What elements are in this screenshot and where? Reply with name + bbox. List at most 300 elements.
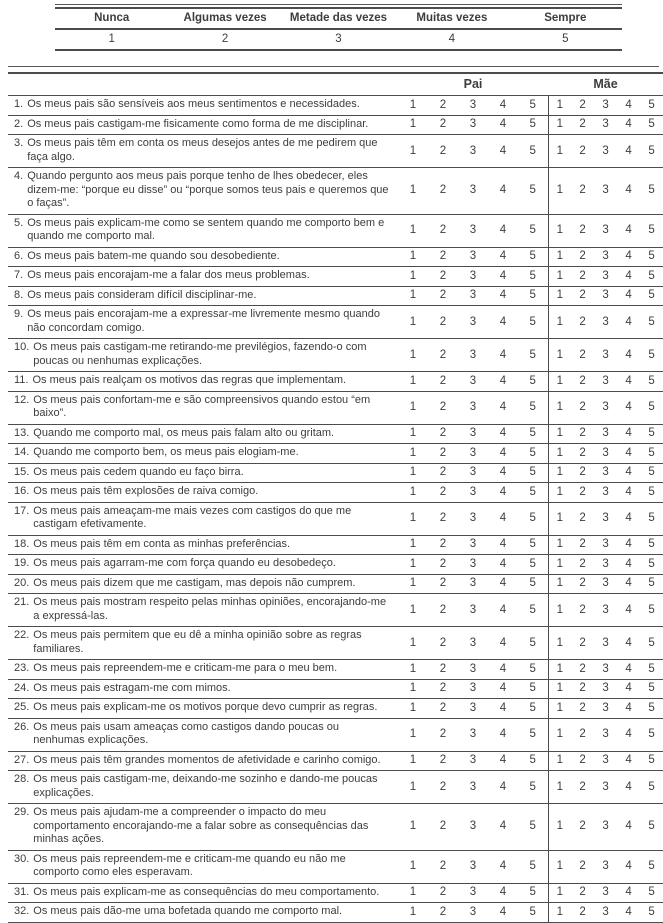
rating-option-mae-3[interactable]: 3 bbox=[594, 771, 617, 804]
rating-option-pai-4[interactable]: 4 bbox=[488, 535, 518, 555]
rating-option-pai-1[interactable]: 1 bbox=[398, 424, 428, 444]
rating-option-mae-1[interactable]: 1 bbox=[548, 883, 571, 903]
rating-option-mae-1[interactable]: 1 bbox=[548, 660, 571, 680]
rating-option-mae-1[interactable]: 1 bbox=[548, 247, 571, 267]
rating-option-pai-4[interactable]: 4 bbox=[488, 391, 518, 424]
rating-option-mae-2[interactable]: 2 bbox=[571, 751, 594, 771]
rating-option-pai-3[interactable]: 3 bbox=[458, 115, 488, 135]
rating-option-mae-3[interactable]: 3 bbox=[594, 535, 617, 555]
rating-option-pai-5[interactable]: 5 bbox=[518, 903, 548, 923]
rating-option-mae-5[interactable]: 5 bbox=[640, 679, 663, 699]
rating-option-pai-5[interactable]: 5 bbox=[518, 247, 548, 267]
rating-option-mae-3[interactable]: 3 bbox=[594, 286, 617, 306]
rating-option-mae-4[interactable]: 4 bbox=[617, 339, 640, 372]
rating-option-pai-5[interactable]: 5 bbox=[518, 444, 548, 464]
rating-option-pai-4[interactable]: 4 bbox=[488, 594, 518, 627]
rating-option-mae-5[interactable]: 5 bbox=[640, 214, 663, 247]
rating-option-pai-4[interactable]: 4 bbox=[488, 372, 518, 392]
rating-option-mae-4[interactable]: 4 bbox=[617, 483, 640, 503]
rating-option-mae-2[interactable]: 2 bbox=[571, 372, 594, 392]
rating-option-mae-4[interactable]: 4 bbox=[617, 771, 640, 804]
rating-option-mae-5[interactable]: 5 bbox=[640, 168, 663, 215]
rating-option-pai-4[interactable]: 4 bbox=[488, 444, 518, 464]
rating-option-mae-3[interactable]: 3 bbox=[594, 444, 617, 464]
rating-option-mae-1[interactable]: 1 bbox=[548, 214, 571, 247]
rating-option-pai-1[interactable]: 1 bbox=[398, 850, 428, 883]
rating-option-pai-2[interactable]: 2 bbox=[428, 424, 458, 444]
rating-option-pai-4[interactable]: 4 bbox=[488, 463, 518, 483]
rating-option-pai-5[interactable]: 5 bbox=[518, 372, 548, 392]
rating-option-mae-1[interactable]: 1 bbox=[548, 115, 571, 135]
rating-option-pai-3[interactable]: 3 bbox=[458, 339, 488, 372]
rating-option-pai-1[interactable]: 1 bbox=[398, 699, 428, 719]
rating-option-mae-1[interactable]: 1 bbox=[548, 135, 571, 168]
rating-option-pai-4[interactable]: 4 bbox=[488, 286, 518, 306]
rating-option-pai-1[interactable]: 1 bbox=[398, 627, 428, 660]
rating-option-pai-2[interactable]: 2 bbox=[428, 751, 458, 771]
rating-option-pai-2[interactable]: 2 bbox=[428, 168, 458, 215]
rating-option-pai-3[interactable]: 3 bbox=[458, 444, 488, 464]
rating-option-pai-4[interactable]: 4 bbox=[488, 771, 518, 804]
rating-option-mae-5[interactable]: 5 bbox=[640, 718, 663, 751]
rating-option-pai-5[interactable]: 5 bbox=[518, 679, 548, 699]
rating-option-mae-5[interactable]: 5 bbox=[640, 115, 663, 135]
rating-option-mae-3[interactable]: 3 bbox=[594, 424, 617, 444]
rating-option-pai-1[interactable]: 1 bbox=[398, 555, 428, 575]
rating-option-mae-2[interactable]: 2 bbox=[571, 535, 594, 555]
rating-option-mae-2[interactable]: 2 bbox=[571, 804, 594, 851]
rating-option-mae-2[interactable]: 2 bbox=[571, 555, 594, 575]
rating-option-mae-3[interactable]: 3 bbox=[594, 339, 617, 372]
rating-option-mae-5[interactable]: 5 bbox=[640, 391, 663, 424]
rating-option-mae-1[interactable]: 1 bbox=[548, 372, 571, 392]
rating-option-mae-4[interactable]: 4 bbox=[617, 247, 640, 267]
rating-option-mae-2[interactable]: 2 bbox=[571, 660, 594, 680]
rating-option-pai-4[interactable]: 4 bbox=[488, 483, 518, 503]
rating-option-mae-2[interactable]: 2 bbox=[571, 718, 594, 751]
rating-option-pai-4[interactable]: 4 bbox=[488, 627, 518, 660]
rating-option-pai-1[interactable]: 1 bbox=[398, 339, 428, 372]
rating-option-pai-5[interactable]: 5 bbox=[518, 883, 548, 903]
rating-option-pai-1[interactable]: 1 bbox=[398, 718, 428, 751]
rating-option-pai-5[interactable]: 5 bbox=[518, 463, 548, 483]
rating-option-pai-1[interactable]: 1 bbox=[398, 463, 428, 483]
rating-option-pai-2[interactable]: 2 bbox=[428, 660, 458, 680]
rating-option-mae-1[interactable]: 1 bbox=[548, 391, 571, 424]
rating-option-pai-3[interactable]: 3 bbox=[458, 660, 488, 680]
rating-option-mae-4[interactable]: 4 bbox=[617, 502, 640, 535]
rating-option-pai-2[interactable]: 2 bbox=[428, 903, 458, 923]
rating-option-pai-1[interactable]: 1 bbox=[398, 391, 428, 424]
rating-option-mae-5[interactable]: 5 bbox=[640, 903, 663, 923]
rating-option-pai-1[interactable]: 1 bbox=[398, 96, 428, 116]
rating-option-mae-5[interactable]: 5 bbox=[640, 286, 663, 306]
rating-option-mae-1[interactable]: 1 bbox=[548, 306, 571, 339]
rating-option-mae-1[interactable]: 1 bbox=[548, 751, 571, 771]
rating-option-pai-4[interactable]: 4 bbox=[488, 718, 518, 751]
rating-option-pai-1[interactable]: 1 bbox=[398, 135, 428, 168]
rating-option-mae-3[interactable]: 3 bbox=[594, 214, 617, 247]
rating-option-pai-5[interactable]: 5 bbox=[518, 115, 548, 135]
rating-option-pai-2[interactable]: 2 bbox=[428, 247, 458, 267]
rating-option-pai-2[interactable]: 2 bbox=[428, 135, 458, 168]
rating-option-pai-2[interactable]: 2 bbox=[428, 679, 458, 699]
rating-option-pai-1[interactable]: 1 bbox=[398, 483, 428, 503]
rating-option-mae-2[interactable]: 2 bbox=[571, 574, 594, 594]
rating-option-mae-2[interactable]: 2 bbox=[571, 627, 594, 660]
rating-option-pai-5[interactable]: 5 bbox=[518, 168, 548, 215]
rating-option-pai-3[interactable]: 3 bbox=[458, 804, 488, 851]
rating-option-pai-3[interactable]: 3 bbox=[458, 306, 488, 339]
rating-option-pai-1[interactable]: 1 bbox=[398, 535, 428, 555]
rating-option-pai-4[interactable]: 4 bbox=[488, 115, 518, 135]
rating-option-pai-3[interactable]: 3 bbox=[458, 424, 488, 444]
rating-option-pai-5[interactable]: 5 bbox=[518, 214, 548, 247]
rating-option-mae-2[interactable]: 2 bbox=[571, 247, 594, 267]
rating-option-mae-1[interactable]: 1 bbox=[548, 286, 571, 306]
rating-option-pai-1[interactable]: 1 bbox=[398, 883, 428, 903]
rating-option-pai-2[interactable]: 2 bbox=[428, 535, 458, 555]
rating-option-mae-3[interactable]: 3 bbox=[594, 483, 617, 503]
rating-option-mae-5[interactable]: 5 bbox=[640, 627, 663, 660]
rating-option-mae-4[interactable]: 4 bbox=[617, 903, 640, 923]
rating-option-mae-2[interactable]: 2 bbox=[571, 483, 594, 503]
rating-option-pai-2[interactable]: 2 bbox=[428, 391, 458, 424]
rating-option-pai-3[interactable]: 3 bbox=[458, 247, 488, 267]
rating-option-mae-4[interactable]: 4 bbox=[617, 267, 640, 287]
rating-option-pai-4[interactable]: 4 bbox=[488, 699, 518, 719]
rating-option-pai-1[interactable]: 1 bbox=[398, 444, 428, 464]
rating-option-pai-1[interactable]: 1 bbox=[398, 594, 428, 627]
rating-option-pai-4[interactable]: 4 bbox=[488, 339, 518, 372]
rating-option-pai-2[interactable]: 2 bbox=[428, 372, 458, 392]
rating-option-pai-5[interactable]: 5 bbox=[518, 267, 548, 287]
rating-option-mae-3[interactable]: 3 bbox=[594, 679, 617, 699]
rating-option-mae-4[interactable]: 4 bbox=[617, 718, 640, 751]
rating-option-pai-2[interactable]: 2 bbox=[428, 502, 458, 535]
rating-option-mae-4[interactable]: 4 bbox=[617, 627, 640, 660]
rating-option-pai-2[interactable]: 2 bbox=[428, 115, 458, 135]
rating-option-pai-3[interactable]: 3 bbox=[458, 574, 488, 594]
rating-option-mae-5[interactable]: 5 bbox=[640, 699, 663, 719]
rating-option-mae-3[interactable]: 3 bbox=[594, 627, 617, 660]
rating-option-mae-5[interactable]: 5 bbox=[640, 247, 663, 267]
rating-option-pai-1[interactable]: 1 bbox=[398, 306, 428, 339]
rating-option-mae-5[interactable]: 5 bbox=[640, 339, 663, 372]
rating-option-pai-2[interactable]: 2 bbox=[428, 339, 458, 372]
rating-option-pai-2[interactable]: 2 bbox=[428, 883, 458, 903]
rating-option-mae-2[interactable]: 2 bbox=[571, 391, 594, 424]
rating-option-pai-5[interactable]: 5 bbox=[518, 424, 548, 444]
rating-option-mae-3[interactable]: 3 bbox=[594, 903, 617, 923]
rating-option-mae-5[interactable]: 5 bbox=[640, 463, 663, 483]
rating-option-mae-4[interactable]: 4 bbox=[617, 96, 640, 116]
rating-option-pai-5[interactable]: 5 bbox=[518, 555, 548, 575]
rating-option-mae-4[interactable]: 4 bbox=[617, 555, 640, 575]
rating-option-pai-4[interactable]: 4 bbox=[488, 502, 518, 535]
rating-option-pai-3[interactable]: 3 bbox=[458, 718, 488, 751]
rating-option-mae-1[interactable]: 1 bbox=[548, 627, 571, 660]
rating-option-pai-1[interactable]: 1 bbox=[398, 115, 428, 135]
rating-option-mae-5[interactable]: 5 bbox=[640, 574, 663, 594]
rating-option-pai-3[interactable]: 3 bbox=[458, 96, 488, 116]
rating-option-mae-4[interactable]: 4 bbox=[617, 286, 640, 306]
rating-option-mae-2[interactable]: 2 bbox=[571, 339, 594, 372]
rating-option-mae-3[interactable]: 3 bbox=[594, 502, 617, 535]
rating-option-mae-1[interactable]: 1 bbox=[548, 424, 571, 444]
rating-option-pai-2[interactable]: 2 bbox=[428, 306, 458, 339]
rating-option-mae-2[interactable]: 2 bbox=[571, 594, 594, 627]
rating-option-pai-3[interactable]: 3 bbox=[458, 286, 488, 306]
rating-option-pai-3[interactable]: 3 bbox=[458, 267, 488, 287]
rating-option-pai-5[interactable]: 5 bbox=[518, 391, 548, 424]
rating-option-pai-3[interactable]: 3 bbox=[458, 483, 488, 503]
rating-option-pai-3[interactable]: 3 bbox=[458, 627, 488, 660]
rating-option-mae-2[interactable]: 2 bbox=[571, 699, 594, 719]
rating-option-pai-4[interactable]: 4 bbox=[488, 306, 518, 339]
rating-option-pai-5[interactable]: 5 bbox=[518, 771, 548, 804]
rating-option-pai-1[interactable]: 1 bbox=[398, 214, 428, 247]
rating-option-mae-5[interactable]: 5 bbox=[640, 535, 663, 555]
rating-option-pai-1[interactable]: 1 bbox=[398, 660, 428, 680]
rating-option-mae-3[interactable]: 3 bbox=[594, 267, 617, 287]
rating-option-pai-3[interactable]: 3 bbox=[458, 771, 488, 804]
rating-option-mae-4[interactable]: 4 bbox=[617, 751, 640, 771]
rating-option-pai-3[interactable]: 3 bbox=[458, 372, 488, 392]
rating-option-mae-2[interactable]: 2 bbox=[571, 903, 594, 923]
rating-option-mae-3[interactable]: 3 bbox=[594, 850, 617, 883]
rating-option-mae-5[interactable]: 5 bbox=[640, 804, 663, 851]
rating-option-pai-2[interactable]: 2 bbox=[428, 267, 458, 287]
rating-option-mae-1[interactable]: 1 bbox=[548, 463, 571, 483]
rating-option-pai-4[interactable]: 4 bbox=[488, 751, 518, 771]
rating-option-mae-5[interactable]: 5 bbox=[640, 850, 663, 883]
rating-option-pai-2[interactable]: 2 bbox=[428, 574, 458, 594]
rating-option-mae-4[interactable]: 4 bbox=[617, 168, 640, 215]
rating-option-mae-4[interactable]: 4 bbox=[617, 115, 640, 135]
rating-option-pai-3[interactable]: 3 bbox=[458, 502, 488, 535]
rating-option-pai-2[interactable]: 2 bbox=[428, 627, 458, 660]
rating-option-mae-1[interactable]: 1 bbox=[548, 771, 571, 804]
rating-option-pai-2[interactable]: 2 bbox=[428, 699, 458, 719]
rating-option-pai-4[interactable]: 4 bbox=[488, 850, 518, 883]
rating-option-mae-2[interactable]: 2 bbox=[571, 679, 594, 699]
rating-option-pai-2[interactable]: 2 bbox=[428, 483, 458, 503]
rating-option-pai-2[interactable]: 2 bbox=[428, 850, 458, 883]
rating-option-mae-2[interactable]: 2 bbox=[571, 135, 594, 168]
rating-option-pai-5[interactable]: 5 bbox=[518, 483, 548, 503]
rating-option-pai-2[interactable]: 2 bbox=[428, 463, 458, 483]
rating-option-pai-2[interactable]: 2 bbox=[428, 555, 458, 575]
rating-option-mae-1[interactable]: 1 bbox=[548, 804, 571, 851]
rating-option-mae-2[interactable]: 2 bbox=[571, 502, 594, 535]
rating-option-pai-1[interactable]: 1 bbox=[398, 502, 428, 535]
rating-option-mae-5[interactable]: 5 bbox=[640, 883, 663, 903]
rating-option-mae-5[interactable]: 5 bbox=[640, 555, 663, 575]
rating-option-mae-5[interactable]: 5 bbox=[640, 751, 663, 771]
rating-option-pai-5[interactable]: 5 bbox=[518, 502, 548, 535]
rating-option-pai-4[interactable]: 4 bbox=[488, 660, 518, 680]
rating-option-pai-5[interactable]: 5 bbox=[518, 718, 548, 751]
rating-option-pai-4[interactable]: 4 bbox=[488, 424, 518, 444]
rating-option-pai-4[interactable]: 4 bbox=[488, 267, 518, 287]
rating-option-mae-2[interactable]: 2 bbox=[571, 444, 594, 464]
rating-option-pai-5[interactable]: 5 bbox=[518, 339, 548, 372]
rating-option-mae-4[interactable]: 4 bbox=[617, 463, 640, 483]
rating-option-mae-2[interactable]: 2 bbox=[571, 850, 594, 883]
rating-option-pai-4[interactable]: 4 bbox=[488, 247, 518, 267]
rating-option-pai-4[interactable]: 4 bbox=[488, 214, 518, 247]
rating-option-mae-1[interactable]: 1 bbox=[548, 679, 571, 699]
rating-option-pai-5[interactable]: 5 bbox=[518, 96, 548, 116]
rating-option-pai-2[interactable]: 2 bbox=[428, 286, 458, 306]
rating-option-mae-3[interactable]: 3 bbox=[594, 463, 617, 483]
rating-option-mae-1[interactable]: 1 bbox=[548, 850, 571, 883]
rating-option-pai-3[interactable]: 3 bbox=[458, 699, 488, 719]
rating-option-mae-3[interactable]: 3 bbox=[594, 372, 617, 392]
rating-option-mae-1[interactable]: 1 bbox=[548, 574, 571, 594]
rating-option-mae-5[interactable]: 5 bbox=[640, 594, 663, 627]
rating-option-mae-4[interactable]: 4 bbox=[617, 660, 640, 680]
rating-option-pai-1[interactable]: 1 bbox=[398, 903, 428, 923]
rating-option-mae-4[interactable]: 4 bbox=[617, 679, 640, 699]
rating-option-pai-5[interactable]: 5 bbox=[518, 574, 548, 594]
rating-option-mae-2[interactable]: 2 bbox=[571, 286, 594, 306]
rating-option-mae-4[interactable]: 4 bbox=[617, 883, 640, 903]
rating-option-mae-4[interactable]: 4 bbox=[617, 804, 640, 851]
rating-option-pai-3[interactable]: 3 bbox=[458, 679, 488, 699]
rating-option-mae-1[interactable]: 1 bbox=[548, 594, 571, 627]
rating-option-mae-3[interactable]: 3 bbox=[594, 96, 617, 116]
rating-option-mae-5[interactable]: 5 bbox=[640, 135, 663, 168]
rating-option-pai-1[interactable]: 1 bbox=[398, 168, 428, 215]
rating-option-mae-2[interactable]: 2 bbox=[571, 96, 594, 116]
rating-option-mae-4[interactable]: 4 bbox=[617, 574, 640, 594]
rating-option-pai-2[interactable]: 2 bbox=[428, 718, 458, 751]
rating-option-pai-3[interactable]: 3 bbox=[458, 535, 488, 555]
rating-option-mae-2[interactable]: 2 bbox=[571, 771, 594, 804]
rating-option-pai-2[interactable]: 2 bbox=[428, 96, 458, 116]
rating-option-pai-4[interactable]: 4 bbox=[488, 555, 518, 575]
rating-option-pai-3[interactable]: 3 bbox=[458, 391, 488, 424]
rating-option-pai-1[interactable]: 1 bbox=[398, 286, 428, 306]
rating-option-mae-1[interactable]: 1 bbox=[548, 444, 571, 464]
rating-option-mae-4[interactable]: 4 bbox=[617, 535, 640, 555]
rating-option-pai-5[interactable]: 5 bbox=[518, 660, 548, 680]
rating-option-mae-2[interactable]: 2 bbox=[571, 424, 594, 444]
rating-option-mae-4[interactable]: 4 bbox=[617, 444, 640, 464]
rating-option-pai-2[interactable]: 2 bbox=[428, 804, 458, 851]
rating-option-mae-5[interactable]: 5 bbox=[640, 444, 663, 464]
rating-option-mae-3[interactable]: 3 bbox=[594, 718, 617, 751]
rating-option-mae-5[interactable]: 5 bbox=[640, 502, 663, 535]
rating-option-mae-1[interactable]: 1 bbox=[548, 502, 571, 535]
rating-option-mae-1[interactable]: 1 bbox=[548, 903, 571, 923]
rating-option-mae-3[interactable]: 3 bbox=[594, 306, 617, 339]
rating-option-pai-3[interactable]: 3 bbox=[458, 168, 488, 215]
rating-option-pai-5[interactable]: 5 bbox=[518, 627, 548, 660]
rating-option-mae-1[interactable]: 1 bbox=[548, 168, 571, 215]
rating-option-mae-2[interactable]: 2 bbox=[571, 115, 594, 135]
rating-option-mae-1[interactable]: 1 bbox=[548, 267, 571, 287]
rating-option-pai-1[interactable]: 1 bbox=[398, 267, 428, 287]
rating-option-pai-2[interactable]: 2 bbox=[428, 594, 458, 627]
rating-option-mae-3[interactable]: 3 bbox=[594, 660, 617, 680]
rating-option-mae-5[interactable]: 5 bbox=[640, 771, 663, 804]
rating-option-pai-1[interactable]: 1 bbox=[398, 804, 428, 851]
rating-option-mae-3[interactable]: 3 bbox=[594, 594, 617, 627]
rating-option-pai-3[interactable]: 3 bbox=[458, 903, 488, 923]
rating-option-pai-3[interactable]: 3 bbox=[458, 135, 488, 168]
rating-option-mae-1[interactable]: 1 bbox=[548, 339, 571, 372]
rating-option-pai-5[interactable]: 5 bbox=[518, 850, 548, 883]
rating-option-mae-1[interactable]: 1 bbox=[548, 483, 571, 503]
rating-option-pai-5[interactable]: 5 bbox=[518, 804, 548, 851]
rating-option-mae-1[interactable]: 1 bbox=[548, 535, 571, 555]
rating-option-mae-2[interactable]: 2 bbox=[571, 168, 594, 215]
rating-option-mae-1[interactable]: 1 bbox=[548, 555, 571, 575]
rating-option-pai-4[interactable]: 4 bbox=[488, 574, 518, 594]
rating-option-mae-4[interactable]: 4 bbox=[617, 306, 640, 339]
rating-option-mae-3[interactable]: 3 bbox=[594, 168, 617, 215]
rating-option-mae-4[interactable]: 4 bbox=[617, 391, 640, 424]
rating-option-pai-1[interactable]: 1 bbox=[398, 372, 428, 392]
rating-option-pai-2[interactable]: 2 bbox=[428, 771, 458, 804]
rating-option-mae-5[interactable]: 5 bbox=[640, 424, 663, 444]
rating-option-pai-3[interactable]: 3 bbox=[458, 555, 488, 575]
rating-option-mae-3[interactable]: 3 bbox=[594, 699, 617, 719]
rating-option-pai-4[interactable]: 4 bbox=[488, 903, 518, 923]
rating-option-pai-3[interactable]: 3 bbox=[458, 883, 488, 903]
rating-option-mae-3[interactable]: 3 bbox=[594, 804, 617, 851]
rating-option-pai-5[interactable]: 5 bbox=[518, 699, 548, 719]
rating-option-pai-3[interactable]: 3 bbox=[458, 463, 488, 483]
rating-option-mae-3[interactable]: 3 bbox=[594, 115, 617, 135]
rating-option-pai-1[interactable]: 1 bbox=[398, 574, 428, 594]
rating-option-pai-4[interactable]: 4 bbox=[488, 96, 518, 116]
rating-option-pai-4[interactable]: 4 bbox=[488, 883, 518, 903]
rating-option-mae-4[interactable]: 4 bbox=[617, 372, 640, 392]
rating-option-pai-5[interactable]: 5 bbox=[518, 286, 548, 306]
rating-option-mae-3[interactable]: 3 bbox=[594, 391, 617, 424]
rating-option-pai-3[interactable]: 3 bbox=[458, 751, 488, 771]
rating-option-mae-2[interactable]: 2 bbox=[571, 214, 594, 247]
rating-option-mae-4[interactable]: 4 bbox=[617, 214, 640, 247]
rating-option-pai-1[interactable]: 1 bbox=[398, 247, 428, 267]
rating-option-mae-3[interactable]: 3 bbox=[594, 574, 617, 594]
rating-option-pai-5[interactable]: 5 bbox=[518, 751, 548, 771]
rating-option-mae-2[interactable]: 2 bbox=[571, 306, 594, 339]
rating-option-mae-5[interactable]: 5 bbox=[640, 372, 663, 392]
rating-option-mae-5[interactable]: 5 bbox=[640, 96, 663, 116]
rating-option-pai-5[interactable]: 5 bbox=[518, 135, 548, 168]
rating-option-mae-2[interactable]: 2 bbox=[571, 463, 594, 483]
rating-option-mae-1[interactable]: 1 bbox=[548, 96, 571, 116]
rating-option-mae-3[interactable]: 3 bbox=[594, 135, 617, 168]
rating-option-pai-5[interactable]: 5 bbox=[518, 535, 548, 555]
rating-option-pai-3[interactable]: 3 bbox=[458, 850, 488, 883]
rating-option-pai-4[interactable]: 4 bbox=[488, 679, 518, 699]
rating-option-mae-5[interactable]: 5 bbox=[640, 660, 663, 680]
rating-option-pai-3[interactable]: 3 bbox=[458, 214, 488, 247]
rating-option-mae-4[interactable]: 4 bbox=[617, 850, 640, 883]
rating-option-pai-5[interactable]: 5 bbox=[518, 306, 548, 339]
rating-option-mae-3[interactable]: 3 bbox=[594, 751, 617, 771]
rating-option-mae-4[interactable]: 4 bbox=[617, 699, 640, 719]
rating-option-mae-3[interactable]: 3 bbox=[594, 883, 617, 903]
rating-option-pai-1[interactable]: 1 bbox=[398, 771, 428, 804]
rating-option-pai-4[interactable]: 4 bbox=[488, 804, 518, 851]
